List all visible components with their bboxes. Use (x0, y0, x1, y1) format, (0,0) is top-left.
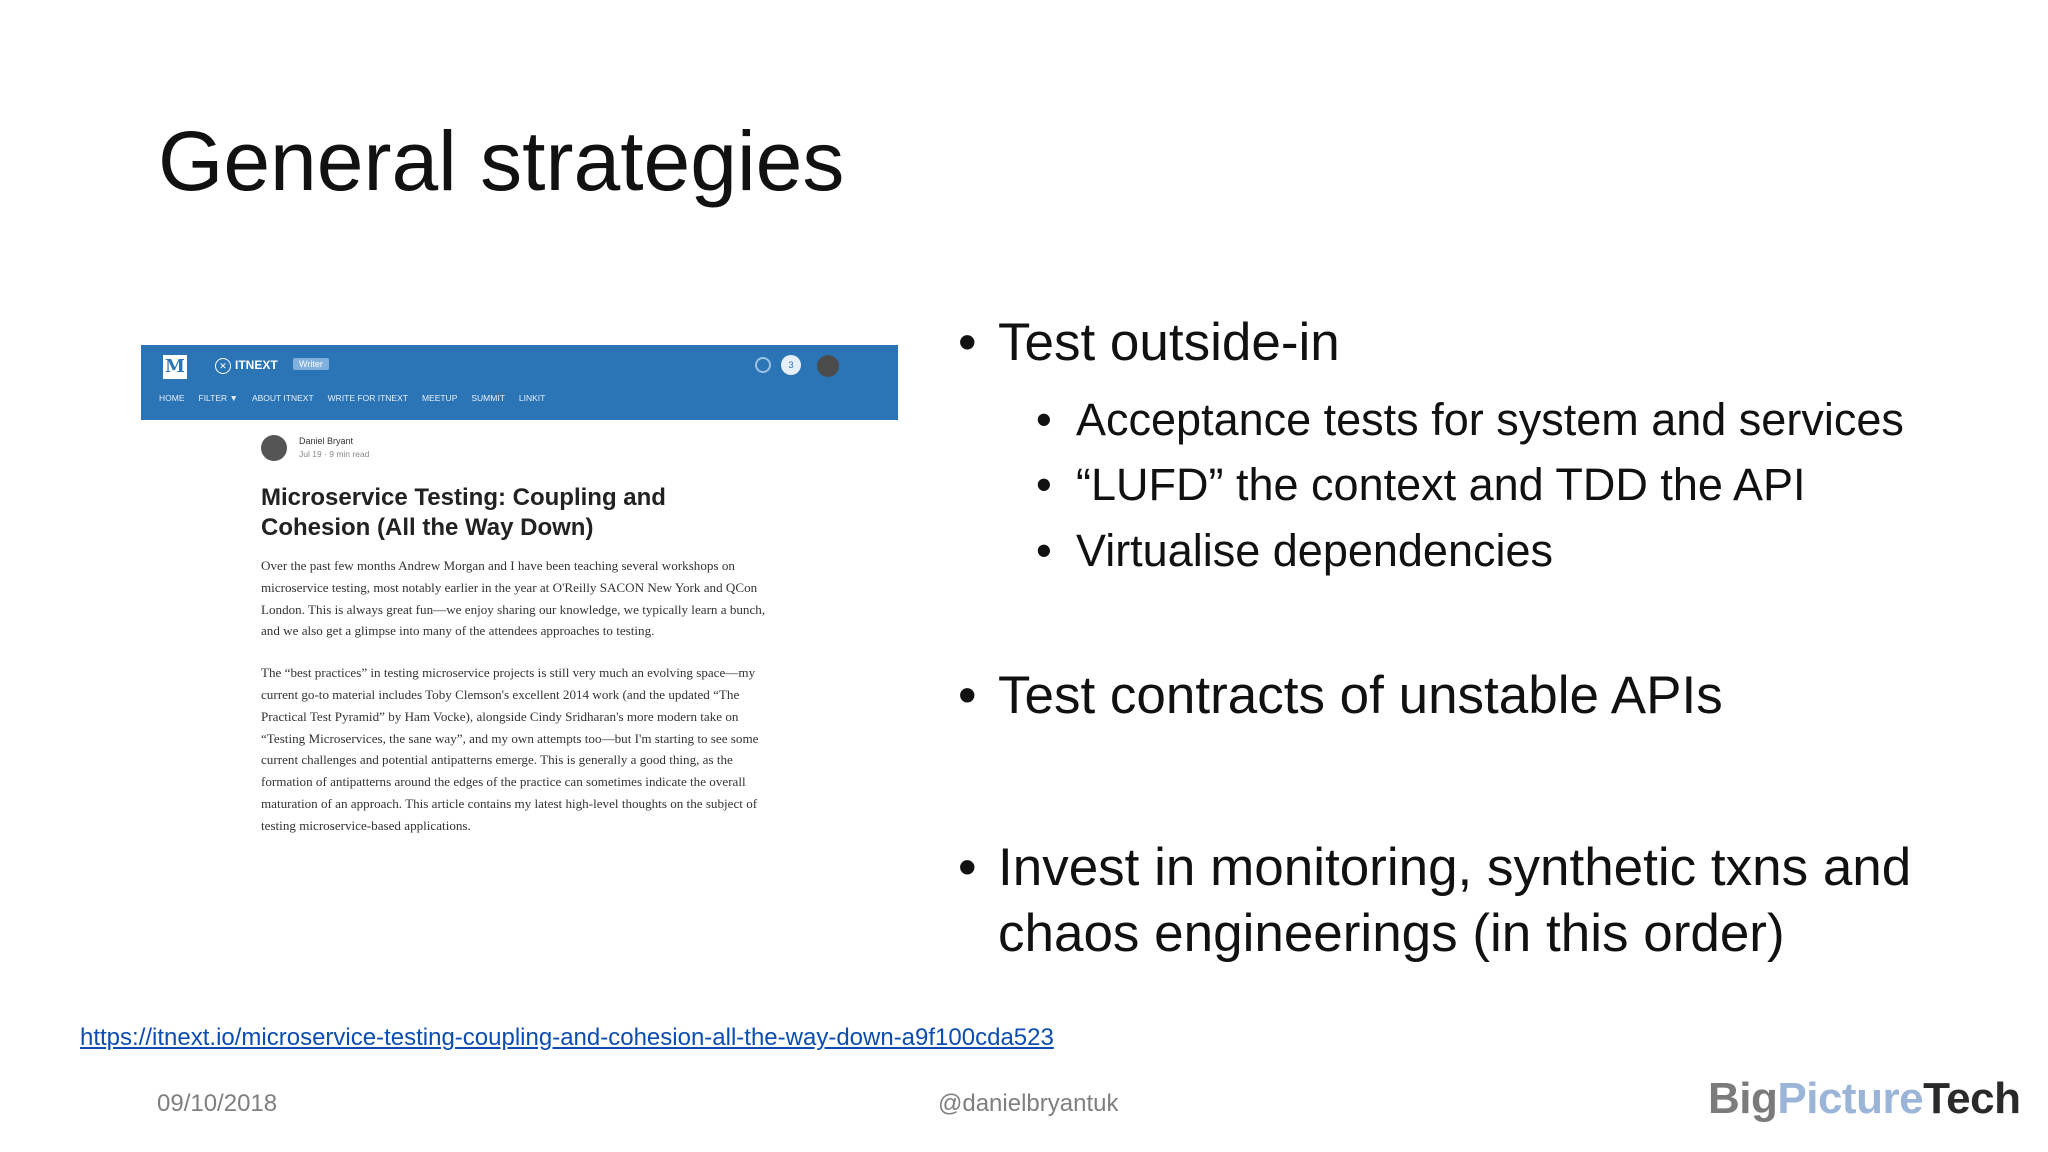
article-paragraph: The “best practices” in testing microservice projects is still very much an evolving space—my current go-to material includes Toby Clemson's excellent 2014 work (and the updated “The Practical Test Pyramid” by Ham Vocke), alongside Cindy Sridharan's more modern take on “Testing Microservices, the sane way”, and my own attempts too—but I'm starting to see some current challenges and potential antipatterns emerge. This is generally a good thing, as the formation of antipatterns around the edges of the practice can sometimes indicate the overall maturation of an approach. This article contains my latest high-level thoughts on the subject of testing microservice-based applications. (261, 665, 759, 833)
author-name: Daniel Bryant (299, 436, 354, 446)
article-meta: Jul 19 · 9 min read (299, 449, 370, 459)
bullet-dot-icon: • (958, 313, 977, 372)
nav-item: MEETUP (421, 393, 458, 403)
nav-item: WRITE FOR ITNEXT (327, 393, 408, 403)
article-topbar (141, 345, 898, 420)
footer-date: 09/10/2018 (157, 1090, 278, 1117)
bullet-dot-icon: • (1036, 525, 1052, 576)
footer-handle: @danielbryantuk (938, 1090, 1119, 1117)
medium-logo: M (163, 355, 187, 379)
article-title: Microservice Testing: Coupling and Cohesion (All the Way Down) (261, 484, 666, 541)
article-link[interactable]: https://itnext.io/microservice-testing-coupling-and-cohesion-all-the-way-down-a9f100cda523 (80, 1024, 1054, 1051)
nav-item: SUMMIT (471, 393, 505, 403)
itnext-brand (215, 358, 278, 374)
bullet-dot-icon: • (958, 666, 977, 725)
writer-tag: Writer (293, 358, 329, 370)
author-row (261, 433, 781, 467)
slide-title: General strategies (158, 114, 845, 208)
notification-badge: 3 (781, 355, 801, 375)
bullet-dot-icon: • (1036, 459, 1052, 510)
article-screenshot (141, 345, 898, 1005)
article-body (261, 433, 781, 837)
article-nav (159, 393, 545, 403)
bigpicturetech-logo: BigPictureTech (1708, 1074, 2021, 1123)
article-paragraph: Over the past few months Andrew Morgan and I have been teaching several workshops on microservice testing, most notably earlier in the year at O'Reilly SACON New York and QCon London. This is always great fun—we enjoy sharing our knowledge, we typically learn a bunch, and we also get a glimpse into many of the attendees approaches to testing. (261, 558, 766, 639)
nav-item: LINKIT (518, 393, 546, 403)
nav-item: FILTER ▼ (198, 393, 238, 403)
gear-icon (755, 357, 771, 373)
avatar (817, 355, 839, 377)
bullet-dot-icon: • (958, 838, 977, 897)
nav-item: ABOUT ITNEXT (251, 393, 314, 403)
author-avatar (261, 435, 287, 461)
bullet-dot-icon: • (1036, 394, 1052, 445)
nav-item: HOME (159, 393, 185, 403)
itnext-logo-icon: ✕ (215, 358, 231, 374)
brand-name: ITNEXT (235, 358, 278, 373)
